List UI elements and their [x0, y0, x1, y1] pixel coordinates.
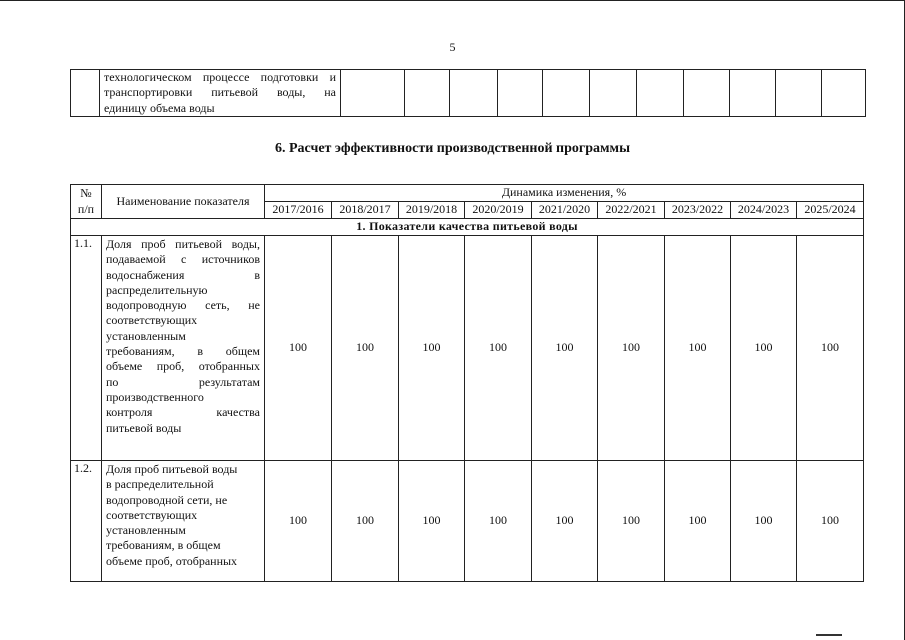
page-border-top [0, 0, 905, 1]
row-value: 100 [332, 236, 399, 461]
row-value: 100 [797, 461, 864, 582]
name-line: контроля качества [106, 405, 260, 420]
table-row [71, 461, 864, 582]
table-cell-description [100, 70, 341, 117]
header-year: 2025/2024 [797, 202, 864, 219]
name-line: требованиям, в общем [106, 538, 221, 553]
row-indicator-name [102, 461, 265, 582]
name-line: по результатам [106, 374, 260, 389]
table-cell [498, 70, 543, 117]
section-title: 6. Расчет эффективности производственной программы [274, 141, 631, 156]
header-year: 2024/2023 [731, 202, 797, 219]
row-value: 100 [265, 461, 332, 582]
row-value: 100 [465, 461, 532, 582]
row-value: 100 [598, 461, 665, 582]
description-line: единицу объема воды [104, 100, 215, 115]
header-year: 2018/2017 [332, 202, 399, 219]
row-value: 100 [731, 461, 797, 582]
efficiency-table [70, 184, 864, 582]
table-cell [776, 70, 822, 117]
name-line: питьевой воды [106, 420, 182, 435]
row-value: 100 [598, 236, 665, 461]
name-line: соответствующих [106, 313, 198, 328]
table-cell [543, 70, 590, 117]
name-line: распределительную [106, 282, 208, 297]
row-value: 100 [532, 236, 598, 461]
row-value: 100 [532, 461, 598, 582]
name-line: объеме проб, отобранных [106, 553, 238, 568]
table-header-row [71, 185, 864, 202]
name-line: соответствующих [106, 507, 198, 522]
row-value: 100 [797, 236, 864, 461]
row-number: 1.2. [71, 461, 102, 582]
row-value: 100 [265, 236, 332, 461]
name-line: подаваемой с источников [106, 252, 260, 267]
name-line: производственного [106, 389, 204, 404]
name-line: водопроводную сеть, не [106, 298, 260, 313]
row-value: 100 [465, 236, 532, 461]
header-number [71, 185, 102, 219]
table-cell [590, 70, 637, 117]
header-dynamics: Динамика изменения, % [265, 185, 864, 202]
name-line: Доля проб питьевой воды [106, 462, 238, 476]
row-indicator-name [102, 236, 265, 461]
header-year: 2017/2016 [265, 202, 332, 219]
name-line: Доля проб питьевой воды, [106, 237, 260, 251]
row-value: 100 [665, 461, 731, 582]
name-line: объеме проб, отобранных [106, 359, 260, 374]
row-number: 1.1. [71, 236, 102, 461]
row-value: 100 [332, 461, 399, 582]
header-year: 2020/2019 [465, 202, 532, 219]
header-year: 2021/2020 [532, 202, 598, 219]
header-year: 2019/2018 [399, 202, 465, 219]
table-cell [341, 70, 405, 117]
name-line: водопроводной сети, не [106, 492, 228, 507]
group-title: 1. Показатели качества питьевой воды [71, 219, 864, 236]
table-cell [822, 70, 866, 117]
name-line: требованиям, в общем [106, 344, 260, 359]
table-cell [637, 70, 684, 117]
scan-mark [816, 634, 842, 636]
table-group-row [71, 219, 864, 236]
header-year: 2023/2022 [665, 202, 731, 219]
header-number-line: № [80, 186, 92, 201]
name-line: в распределительной [106, 477, 214, 492]
table-row [71, 236, 864, 461]
description-line: транспортировки питьевой воды, на [104, 85, 336, 100]
header-year: 2022/2021 [598, 202, 665, 219]
table-cell-number [71, 70, 100, 117]
continued-table-fragment [70, 69, 866, 117]
name-line: установленным [106, 328, 186, 343]
table-row [71, 70, 866, 117]
table-cell [450, 70, 498, 117]
name-line: водоснабжения в [106, 267, 260, 282]
header-indicator-name: Наименование показателя [102, 185, 265, 219]
description-line: технологическом процессе подготовки и [104, 70, 336, 84]
table-cell [730, 70, 776, 117]
table-cell [405, 70, 450, 117]
row-value: 100 [399, 461, 465, 582]
table-cell [684, 70, 730, 117]
row-value: 100 [399, 236, 465, 461]
page-number: 5 [449, 40, 456, 54]
header-number-line: п/п [77, 201, 95, 216]
row-value: 100 [731, 236, 797, 461]
name-line: установленным [106, 523, 186, 538]
row-value: 100 [665, 236, 731, 461]
